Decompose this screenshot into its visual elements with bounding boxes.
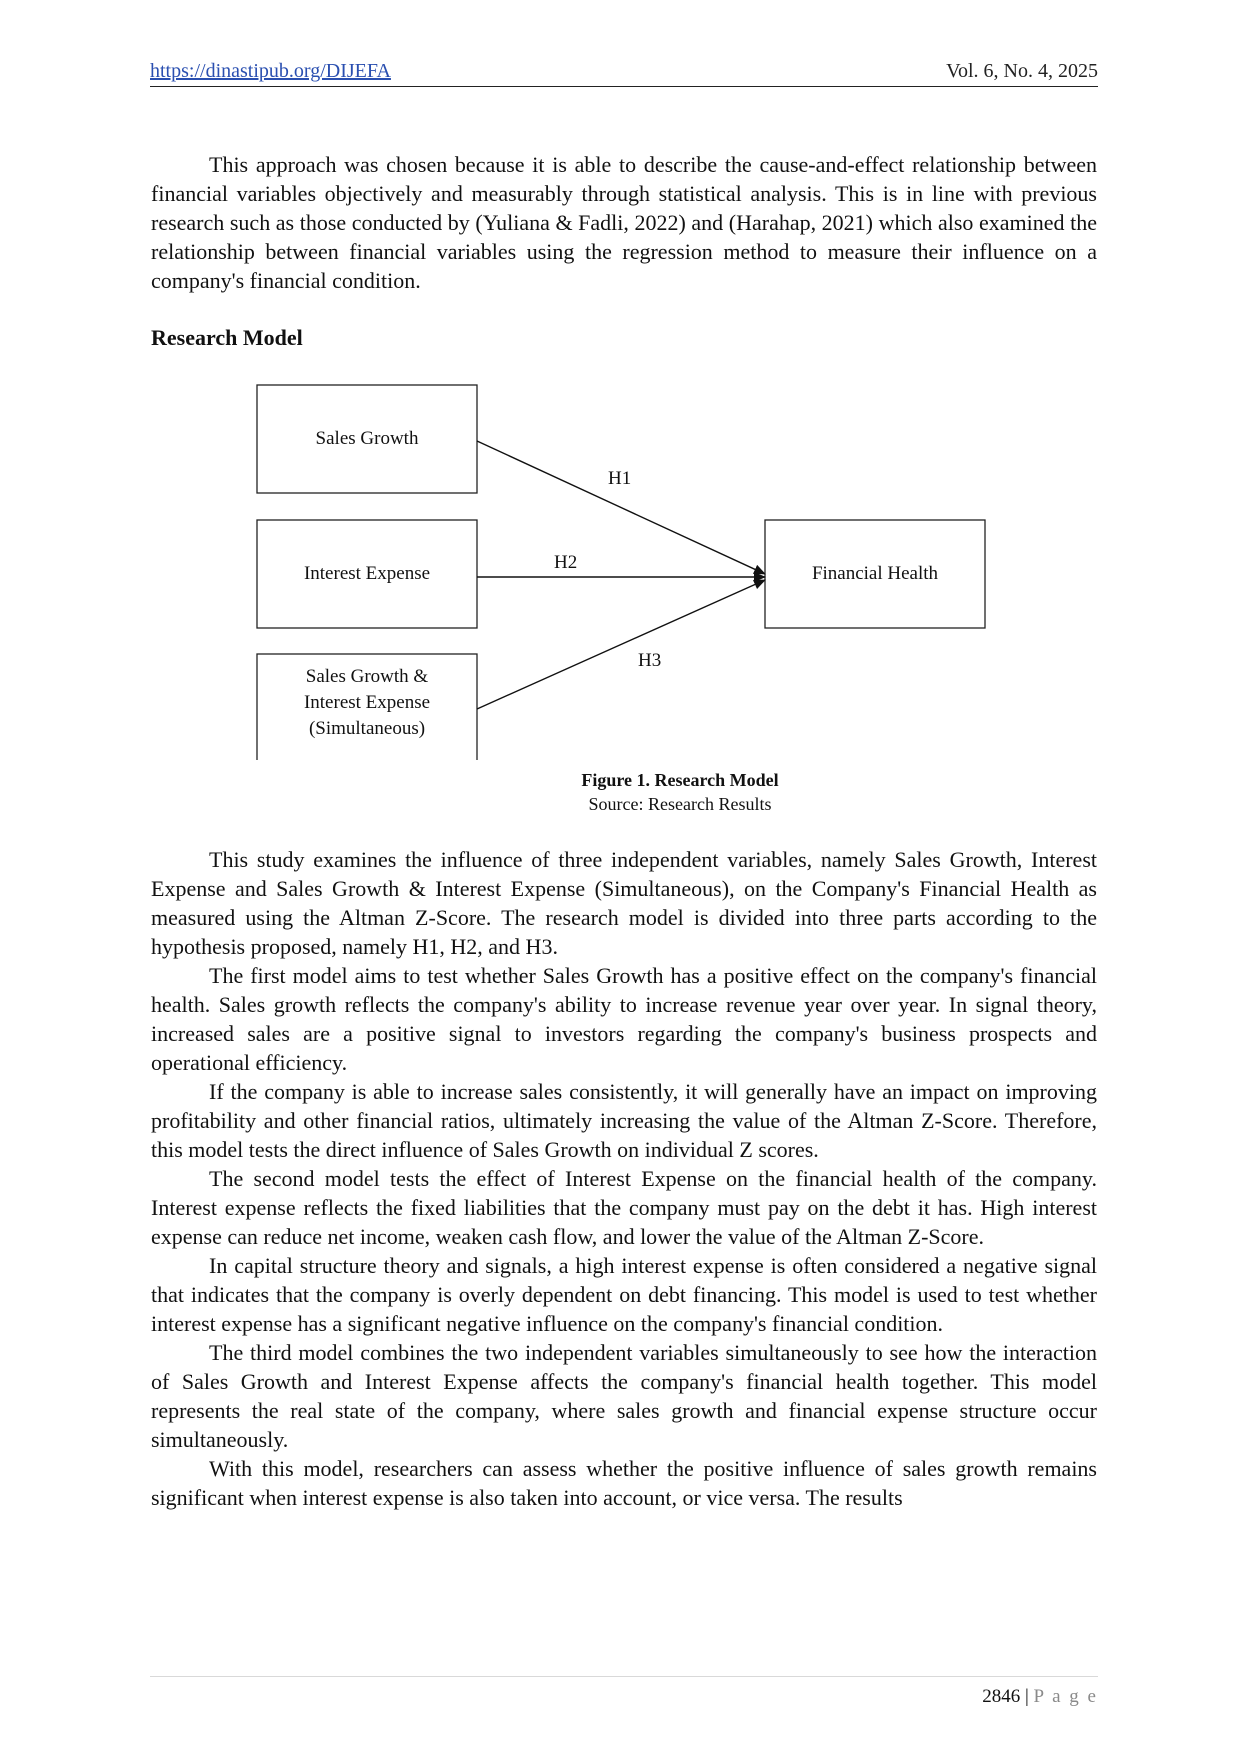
arrow-h3 <box>477 580 765 709</box>
box-simultaneous-line2: Interest Expense <box>303 692 431 713</box>
body-paragraph: The third model combines the two independent variables simultaneously to see how the interaction of Sales Growth and Interest Expense affects the company's financial health together. This model represents the real state of the company, where sales growth and financial expense structure occur simultaneously. <box>151 1340 1097 1452</box>
edge-label-h1: H1 <box>608 468 632 489</box>
body-paragraph: In capital structure theory and signals, a high interest expense is often considered a negative signal that indicates that the company is overly dependent on debt financing. This model is used to test whether interest expense has a significant negative influence on the company's financial condition. <box>151 1253 1097 1336</box>
research-model-diagram <box>150 375 990 760</box>
intro-paragraph-block <box>151 150 1097 295</box>
box-financial-health-label: Financial Health <box>811 563 939 584</box>
page-number: 2846 <box>982 1686 1021 1707</box>
body-paragraph: The first model aims to test whether Sales Growth has a positive effect on the company's financial health. Sales growth reflects the company's ability to increase revenue year over year. In signal theory, increased sales are a positive signal to investors regarding the company's business prospects and operational efficiency. <box>151 963 1097 1075</box>
body-paragraphs <box>151 845 1097 1512</box>
box-interest-expense-label: Interest Expense <box>303 563 431 584</box>
volume-info: Vol. 6, No. 4, 2025 <box>946 60 1098 82</box>
intro-paragraph: This approach was chosen because it is able to describe the cause-and-effect relationship between financial variables objectively and measurably through statistical analysis. This is in line with previous research such as those conducted by (Yuliana & Fadli, 2022) and (Harahap, 2021) which also examined the relationship between financial variables using the regression method to measure their influence on a company's financial condition. <box>151 152 1097 293</box>
page-label: P a g e <box>1033 1686 1098 1707</box>
figure-caption-title: Figure 1. Research Model <box>581 770 779 790</box>
body-paragraph: With this model, researchers can assess whether the positive influence of sales growth remains significant when interest expense is also taken into account, or vice versa. The results <box>151 1456 1097 1510</box>
figure-caption-source: Source: Research Results <box>588 794 772 814</box>
section-heading: Research Model <box>151 325 303 350</box>
box-simultaneous-line3: (Simultaneous) <box>308 718 426 739</box>
journal-url-link[interactable]: https://dinastipub.org/DIJEFA <box>150 60 391 82</box>
arrow-h1 <box>477 441 765 574</box>
box-sales-growth <box>257 385 477 493</box>
box-simultaneous <box>257 654 477 760</box>
page-header <box>150 58 1098 87</box>
box-interest-expense <box>257 520 477 628</box>
box-simultaneous-line1: Sales Growth & <box>305 666 429 687</box>
box-financial-health <box>765 520 985 628</box>
edge-label-h3: H3 <box>638 650 662 671</box>
edge-label-h2: H2 <box>554 552 578 573</box>
body-paragraph: If the company is able to increase sales consistently, it will generally have an impact on improving profitability and other financial ratios, ultimately increasing the value of the Altman Z-Score. Therefore, this model tests the direct influence of Sales Growth on individual Z scores. <box>151 1079 1097 1162</box>
box-sales-growth-label: Sales Growth <box>315 428 419 449</box>
footer-divider <box>150 1676 1098 1677</box>
footer-separator: | <box>1024 1686 1029 1707</box>
page-footer <box>982 1686 1098 1708</box>
body-paragraph: This study examines the influence of three independent variables, namely Sales Growth, Interest Expense and Sales Growth & Interest Expense (Simultaneous), on the Company's Financial Health as measured using the Altman Z-Score. The research model is divided into three parts according to the hypothesis proposed, namely H1, H2, and H3. <box>151 847 1097 959</box>
body-paragraph: The second model tests the effect of Interest Expense on the financial health of the company. Interest expense reflects the fixed liabilities that the company must pay on the debt it has. High interest expense can reduce net income, weaken cash flow, and lower the value of the Altman Z-Score. <box>151 1166 1097 1249</box>
